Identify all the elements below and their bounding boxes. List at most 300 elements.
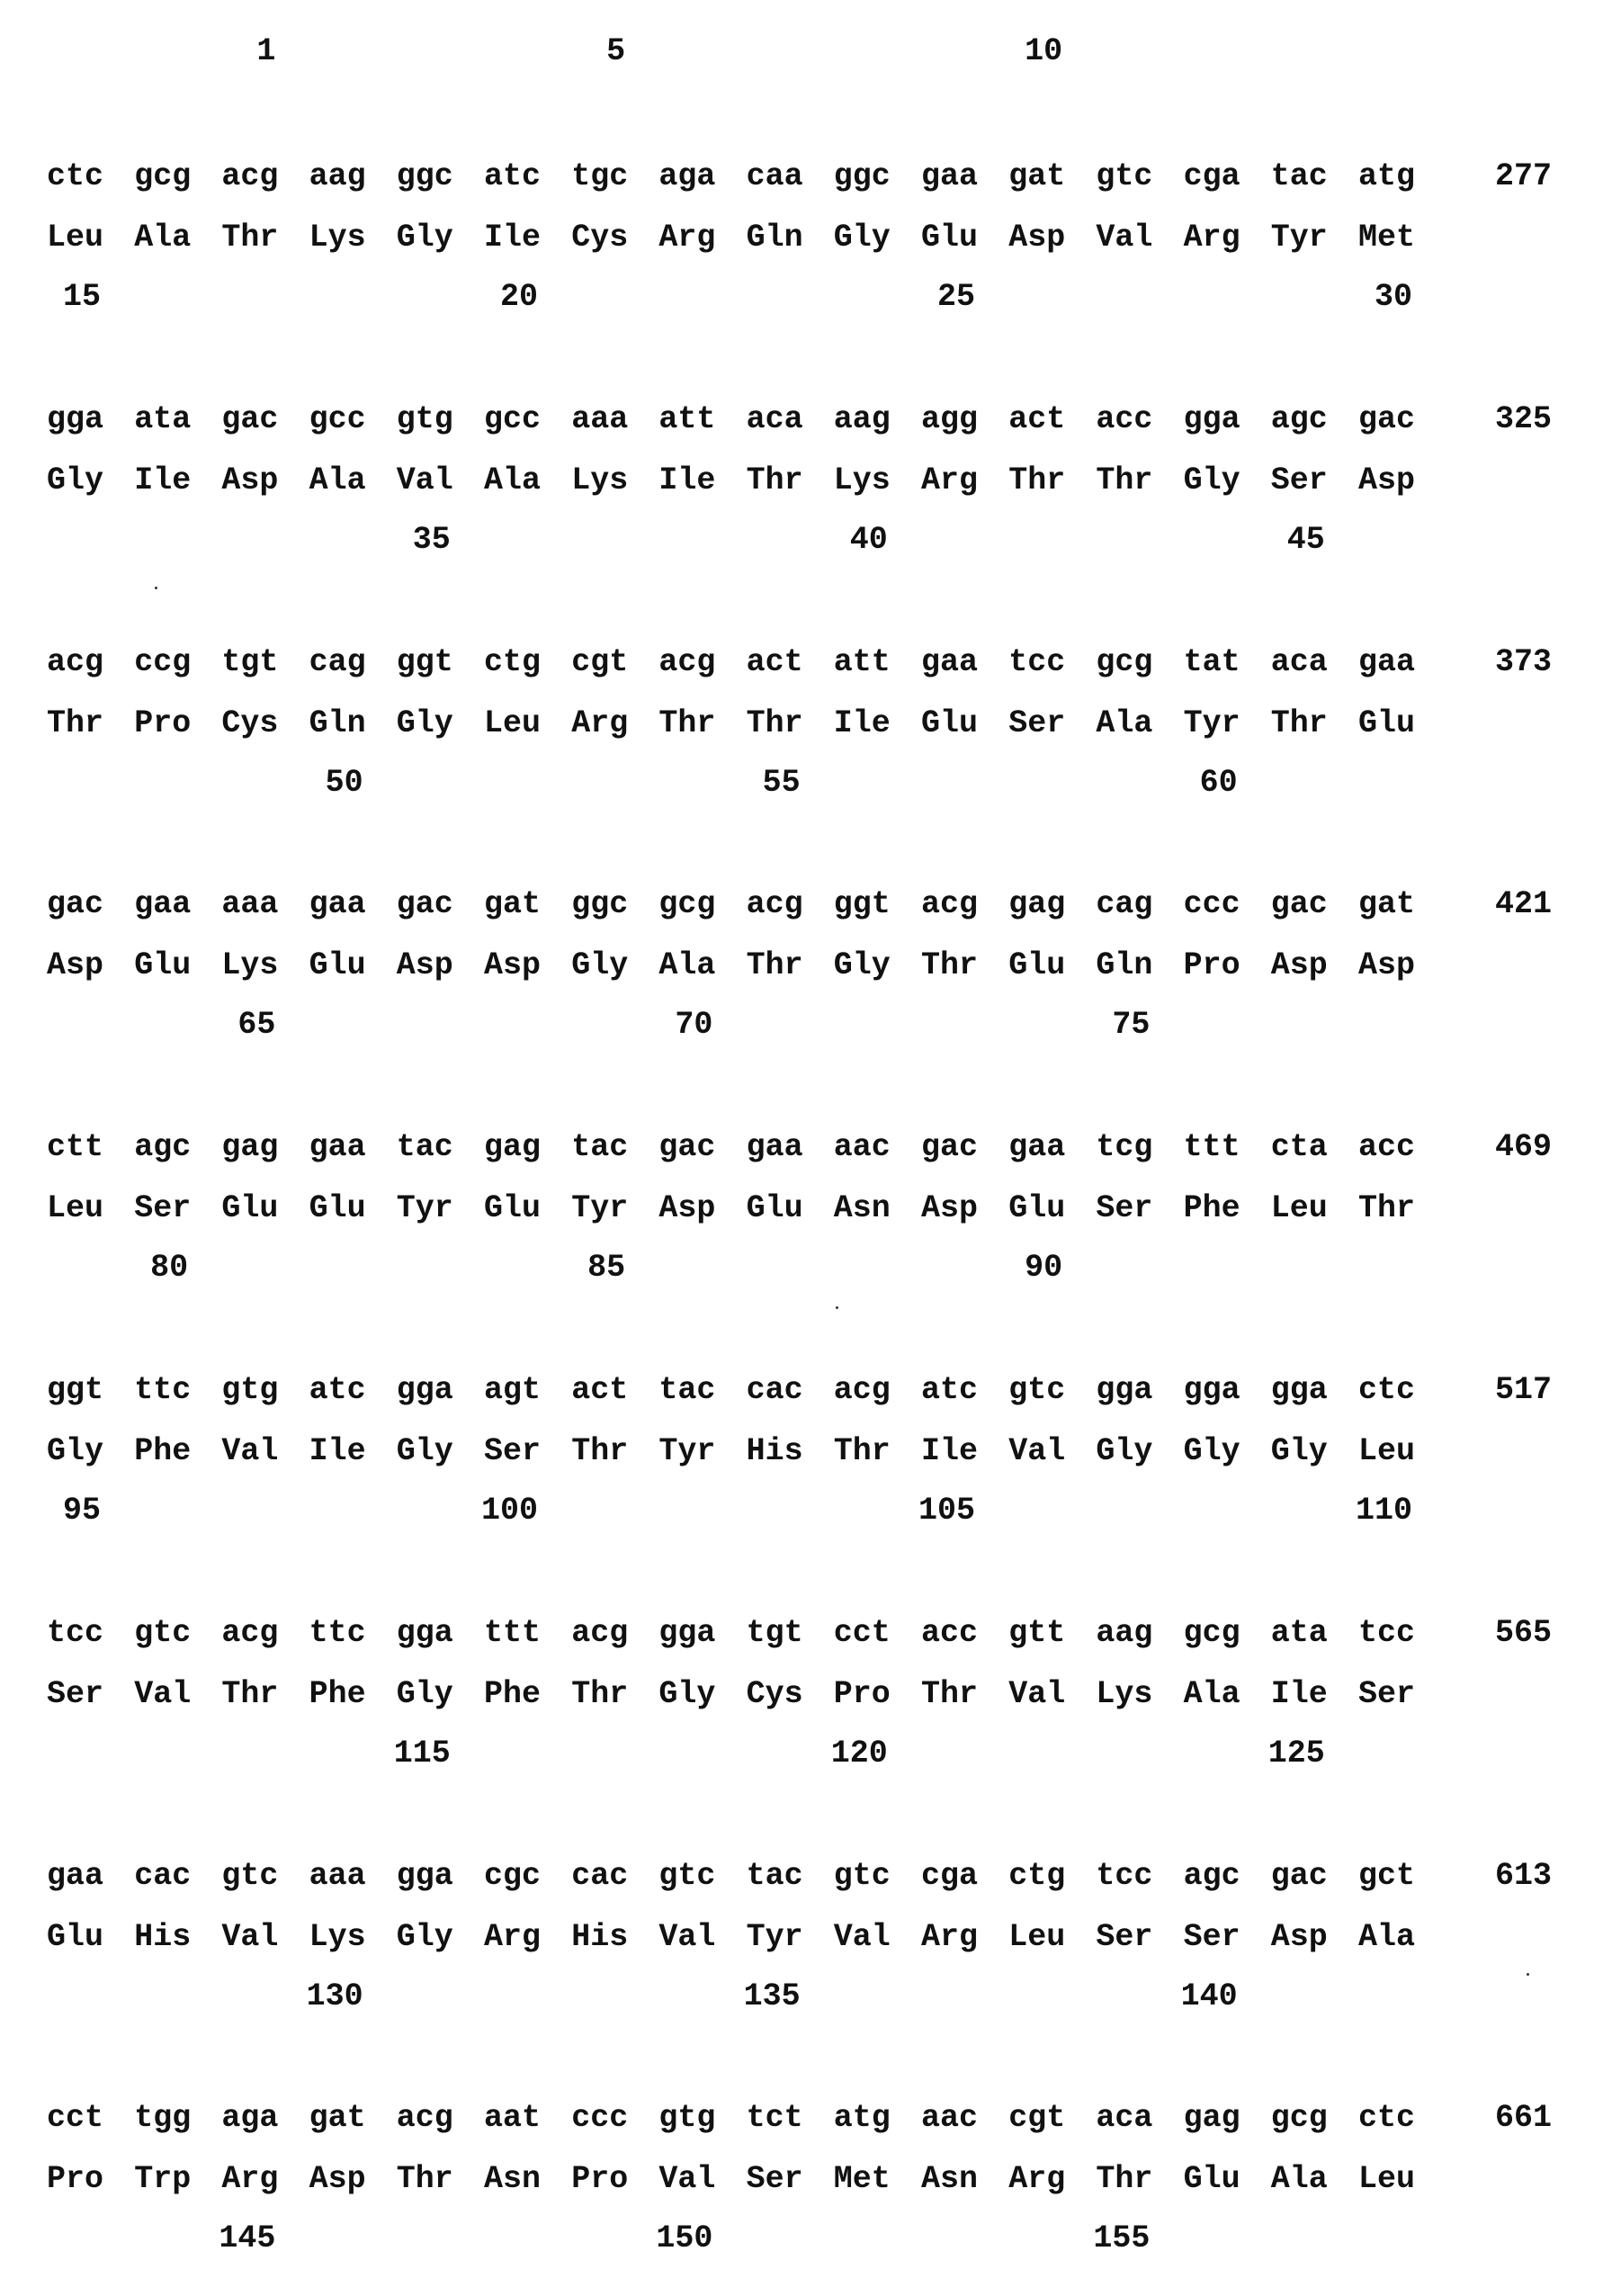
nucleotide-codon: gag <box>1008 886 1071 922</box>
nucleotide-codon: gga <box>1184 401 1247 437</box>
amino-acid-residue: Arg <box>921 1919 984 1955</box>
amino-acid-residue: Pro <box>47 2161 110 2197</box>
nucleotide-codon: gac <box>1358 401 1421 437</box>
nucleotide-codon: aag <box>1096 1615 1159 1651</box>
amino-acid-residue: Ala <box>1271 2161 1334 2197</box>
amino-acid-residue: Gly <box>47 462 110 498</box>
amino-acid-residue: Arg <box>221 2161 284 2197</box>
nucleotide-codon: gtg <box>221 1372 284 1408</box>
amino-acid-residue: Thr <box>1096 2161 1159 2197</box>
amino-acid-residue: Leu <box>47 220 110 256</box>
amino-acid-residue: Asp <box>221 462 284 498</box>
nucleotide-codon: gtc <box>658 1858 721 1894</box>
nucleotide-codon: cag <box>309 644 372 680</box>
nucleotide-position-number: 421 <box>1495 886 1552 922</box>
amino-acid-residue: Tyr <box>1184 705 1247 741</box>
residue-position-number: 45 <box>1217 522 1325 558</box>
nucleotide-codon: ctg <box>484 644 547 680</box>
nucleotide-codon: gtc <box>134 1615 197 1651</box>
nucleotide-codon: tcc <box>1358 1615 1421 1651</box>
amino-acid-residue: Arg <box>921 462 984 498</box>
nucleotide-codon: aaa <box>309 1858 372 1894</box>
nucleotide-codon: tcc <box>1096 1858 1159 1894</box>
residue-position-number: 150 <box>604 2220 712 2256</box>
amino-acid-residue: Gln <box>309 705 372 741</box>
nucleotide-codon: cgt <box>571 644 634 680</box>
amino-acid-residue: Ser <box>134 1190 197 1226</box>
nucleotide-codon: acc <box>921 1615 984 1651</box>
amino-acid-residue: Ala <box>1096 705 1159 741</box>
residue-position-number: 155 <box>1042 2220 1150 2256</box>
amino-acid-residue: Glu <box>1008 1190 1071 1226</box>
amino-acid-residue: Ala <box>134 220 197 256</box>
nucleotide-codon: gga <box>397 1858 460 1894</box>
amino-acid-residue: Ser <box>484 1433 547 1469</box>
amino-acid-residue: Thr <box>1096 462 1159 498</box>
nucleotide-codon: tac <box>397 1129 460 1165</box>
nucleotide-codon: gaa <box>134 886 197 922</box>
nucleotide-position-number: 613 <box>1495 1858 1552 1894</box>
nucleotide-codon: agt <box>484 1372 547 1408</box>
residue-position-number: 125 <box>1217 1735 1325 1771</box>
residue-position-number: 55 <box>693 765 801 801</box>
amino-acid-residue: Thr <box>1008 462 1071 498</box>
amino-acid-residue: Gly <box>834 220 897 256</box>
nucleotide-codon: gga <box>397 1615 460 1651</box>
amino-acid-residue: Asn <box>484 2161 547 2197</box>
nucleotide-codon: gat <box>1008 158 1071 194</box>
nucleotide-position-number: 469 <box>1495 1129 1552 1165</box>
residue-position-number: 70 <box>604 1007 712 1043</box>
amino-acid-residue: Phe <box>1184 1190 1247 1226</box>
residue-position-number: 60 <box>1130 765 1238 801</box>
scan-speck <box>155 587 157 589</box>
nucleotide-codon: ggc <box>397 158 460 194</box>
amino-acid-residue: Leu <box>47 1190 110 1226</box>
nucleotide-codon: aca <box>747 401 810 437</box>
nucleotide-codon: gga <box>47 401 110 437</box>
nucleotide-codon: tac <box>1271 158 1334 194</box>
nucleotide-codon: ccg <box>134 644 197 680</box>
amino-acid-residue: Gly <box>1184 1433 1247 1469</box>
amino-acid-residue: Thr <box>658 705 721 741</box>
amino-acid-residue: Gly <box>1184 462 1247 498</box>
amino-acid-residue: Leu <box>1358 1433 1421 1469</box>
nucleotide-codon: act <box>747 644 810 680</box>
nucleotide-codon: aga <box>658 158 721 194</box>
nucleotide-codon: agc <box>134 1129 197 1165</box>
amino-acid-residue: Cys <box>747 1676 810 1712</box>
nucleotide-codon: gtc <box>1008 1372 1071 1408</box>
nucleotide-position-number: 661 <box>1495 2100 1552 2136</box>
nucleotide-codon: gat <box>484 886 547 922</box>
nucleotide-codon: ggc <box>834 158 897 194</box>
nucleotide-codon: gac <box>221 401 284 437</box>
nucleotide-codon: ctc <box>47 158 110 194</box>
amino-acid-residue: Asn <box>921 2161 984 2197</box>
residue-position-number: 30 <box>1304 279 1412 315</box>
amino-acid-residue: Ala <box>309 462 372 498</box>
residue-position-number: 1 <box>167 33 275 69</box>
nucleotide-codon: acg <box>221 1615 284 1651</box>
nucleotide-codon: gcg <box>134 158 197 194</box>
nucleotide-codon: gac <box>1271 1858 1334 1894</box>
amino-acid-residue: Lys <box>309 220 372 256</box>
amino-acid-residue: Pro <box>834 1676 897 1712</box>
amino-acid-residue: Thr <box>834 1433 897 1469</box>
amino-acid-residue: Asp <box>484 947 547 983</box>
amino-acid-residue: Glu <box>47 1919 110 1955</box>
nucleotide-codon: agc <box>1271 401 1334 437</box>
amino-acid-residue: Gly <box>397 1919 460 1955</box>
amino-acid-residue: Ser <box>1358 1676 1421 1712</box>
amino-acid-residue: His <box>134 1919 197 1955</box>
amino-acid-residue: Leu <box>1008 1919 1071 1955</box>
amino-acid-residue: Glu <box>747 1190 810 1226</box>
amino-acid-residue: Ile <box>309 1433 372 1469</box>
amino-acid-residue: Asp <box>1358 462 1421 498</box>
nucleotide-codon: tgt <box>221 644 284 680</box>
nucleotide-codon: tac <box>747 1858 810 1894</box>
amino-acid-residue: Asp <box>921 1190 984 1226</box>
amino-acid-residue: Arg <box>484 1919 547 1955</box>
nucleotide-codon: aag <box>834 401 897 437</box>
nucleotide-codon: atg <box>834 2100 897 2136</box>
nucleotide-position-number: 373 <box>1495 644 1552 680</box>
amino-acid-residue: Val <box>834 1919 897 1955</box>
nucleotide-codon: agg <box>921 401 984 437</box>
amino-acid-residue: Ser <box>1008 705 1071 741</box>
nucleotide-codon: acg <box>571 1615 634 1651</box>
amino-acid-residue: Val <box>221 1919 284 1955</box>
nucleotide-codon: gga <box>658 1615 721 1651</box>
nucleotide-codon: ggt <box>47 1372 110 1408</box>
amino-acid-residue: Glu <box>484 1190 547 1226</box>
residue-position-number: 95 <box>0 1493 101 1529</box>
nucleotide-codon: atc <box>484 158 547 194</box>
nucleotide-codon: ccc <box>571 2100 634 2136</box>
nucleotide-position-number: 277 <box>1495 158 1552 194</box>
residue-position-number: 5 <box>517 33 625 69</box>
nucleotide-codon: tcc <box>1008 644 1071 680</box>
residue-position-number: 90 <box>954 1250 1062 1286</box>
amino-acid-residue: Gly <box>834 947 897 983</box>
amino-acid-residue: Gly <box>397 220 460 256</box>
amino-acid-residue: Thr <box>397 2161 460 2197</box>
amino-acid-residue: Trp <box>134 2161 197 2197</box>
residue-position-number: 135 <box>693 1978 801 2014</box>
nucleotide-codon: gtc <box>221 1858 284 1894</box>
residue-position-number: 40 <box>780 522 888 558</box>
amino-acid-residue: Ile <box>1271 1676 1334 1712</box>
amino-acid-residue: Asp <box>309 2161 372 2197</box>
nucleotide-codon: gat <box>1358 886 1421 922</box>
nucleotide-codon: gtc <box>834 1858 897 1894</box>
nucleotide-codon: tcc <box>47 1615 110 1651</box>
amino-acid-residue: Lys <box>309 1919 372 1955</box>
amino-acid-residue: Gly <box>397 705 460 741</box>
amino-acid-residue: Pro <box>571 2161 634 2197</box>
residue-position-number: 10 <box>954 33 1062 69</box>
residue-position-number: 20 <box>430 279 538 315</box>
nucleotide-codon: cgt <box>1008 2100 1071 2136</box>
amino-acid-residue: Gly <box>397 1676 460 1712</box>
amino-acid-residue: Pro <box>1184 947 1247 983</box>
nucleotide-codon: tac <box>658 1372 721 1408</box>
nucleotide-codon: ttc <box>134 1372 197 1408</box>
amino-acid-residue: Arg <box>1184 220 1247 256</box>
nucleotide-codon: aag <box>309 158 372 194</box>
amino-acid-residue: Gly <box>658 1676 721 1712</box>
amino-acid-residue: Thr <box>1358 1190 1421 1226</box>
residue-position-number: 105 <box>867 1493 975 1529</box>
nucleotide-codon: ttt <box>1184 1129 1247 1165</box>
nucleotide-codon: cag <box>1096 886 1159 922</box>
nucleotide-position-number: 565 <box>1495 1615 1552 1651</box>
nucleotide-codon: gtt <box>1008 1615 1071 1651</box>
amino-acid-residue: Asp <box>47 947 110 983</box>
amino-acid-residue: Asp <box>1271 1919 1334 1955</box>
amino-acid-residue: Glu <box>1184 2161 1247 2197</box>
nucleotide-codon: gat <box>309 2100 372 2136</box>
amino-acid-residue: Ala <box>658 947 721 983</box>
nucleotide-codon: aca <box>1271 644 1334 680</box>
nucleotide-codon: acg <box>221 158 284 194</box>
amino-acid-residue: Val <box>1008 1433 1071 1469</box>
amino-acid-residue: Thr <box>921 947 984 983</box>
nucleotide-codon: gtg <box>658 2100 721 2136</box>
nucleotide-codon: tcg <box>1096 1129 1159 1165</box>
amino-acid-residue: Ile <box>834 705 897 741</box>
nucleotide-codon: gcg <box>1271 2100 1334 2136</box>
amino-acid-residue: Val <box>658 1919 721 1955</box>
nucleotide-codon: tgc <box>571 158 634 194</box>
nucleotide-codon: gga <box>1096 1372 1159 1408</box>
amino-acid-residue: Lys <box>571 462 634 498</box>
nucleotide-codon: ata <box>134 401 197 437</box>
nucleotide-codon: cct <box>47 2100 110 2136</box>
nucleotide-codon: ctg <box>1008 1858 1071 1894</box>
nucleotide-codon: gtc <box>1096 158 1159 194</box>
nucleotide-codon: caa <box>747 158 810 194</box>
nucleotide-codon: gac <box>921 1129 984 1165</box>
nucleotide-codon: gag <box>1184 2100 1247 2136</box>
nucleotide-codon: gag <box>484 1129 547 1165</box>
nucleotide-codon: aac <box>834 1129 897 1165</box>
amino-acid-residue: Thr <box>571 1676 634 1712</box>
amino-acid-residue: Glu <box>309 947 372 983</box>
amino-acid-residue: Thr <box>747 947 810 983</box>
amino-acid-residue: Val <box>221 1433 284 1469</box>
nucleotide-codon: tgt <box>747 1615 810 1651</box>
nucleotide-codon: gaa <box>921 644 984 680</box>
amino-acid-residue: Leu <box>484 705 547 741</box>
amino-acid-residue: Asp <box>1008 220 1071 256</box>
nucleotide-codon: ggt <box>834 886 897 922</box>
nucleotide-position-number: 325 <box>1495 401 1552 437</box>
amino-acid-residue: Arg <box>658 220 721 256</box>
nucleotide-codon: gga <box>1184 1372 1247 1408</box>
residue-position-number: 130 <box>255 1978 363 2014</box>
amino-acid-residue: Asp <box>1271 947 1334 983</box>
residue-position-number: 100 <box>430 1493 538 1529</box>
nucleotide-codon: ctc <box>1358 1372 1421 1408</box>
amino-acid-residue: Glu <box>921 705 984 741</box>
nucleotide-codon: gaa <box>309 1129 372 1165</box>
amino-acid-residue: Ile <box>484 220 547 256</box>
residue-position-number: 75 <box>1042 1007 1150 1043</box>
amino-acid-residue: Val <box>1096 220 1159 256</box>
amino-acid-residue: Ser <box>747 2161 810 2197</box>
amino-acid-residue: Ser <box>1184 1919 1247 1955</box>
amino-acid-residue: Thr <box>747 462 810 498</box>
residue-position-number: 80 <box>80 1250 188 1286</box>
nucleotide-codon: ggc <box>571 886 634 922</box>
nucleotide-codon: gaa <box>309 886 372 922</box>
nucleotide-codon: aaa <box>221 886 284 922</box>
amino-acid-residue: Val <box>134 1676 197 1712</box>
amino-acid-residue: His <box>571 1919 634 1955</box>
nucleotide-codon: att <box>658 401 721 437</box>
amino-acid-residue: Glu <box>221 1190 284 1226</box>
nucleotide-codon: cct <box>834 1615 897 1651</box>
nucleotide-codon: ggt <box>397 644 460 680</box>
amino-acid-residue: Met <box>1358 220 1421 256</box>
amino-acid-residue: Ala <box>1184 1676 1247 1712</box>
amino-acid-residue: Asp <box>397 947 460 983</box>
nucleotide-codon: gcg <box>658 886 721 922</box>
nucleotide-codon: ctc <box>1358 2100 1421 2136</box>
nucleotide-codon: acg <box>834 1372 897 1408</box>
amino-acid-residue: Val <box>658 2161 721 2197</box>
nucleotide-codon: cac <box>747 1372 810 1408</box>
amino-acid-residue: Tyr <box>1271 220 1334 256</box>
amino-acid-residue: Pro <box>134 705 197 741</box>
nucleotide-codon: gtg <box>397 401 460 437</box>
nucleotide-codon: cac <box>571 1858 634 1894</box>
nucleotide-codon: ccc <box>1184 886 1247 922</box>
amino-acid-residue: Ile <box>134 462 197 498</box>
amino-acid-residue: Gly <box>571 947 634 983</box>
nucleotide-codon: acg <box>658 644 721 680</box>
nucleotide-codon: gaa <box>47 1858 110 1894</box>
amino-acid-residue: Gln <box>1096 947 1159 983</box>
amino-acid-residue: Ser <box>1271 462 1334 498</box>
residue-position-number: 120 <box>780 1735 888 1771</box>
nucleotide-codon: gag <box>221 1129 284 1165</box>
nucleotide-codon: gac <box>397 886 460 922</box>
nucleotide-codon: atg <box>1358 158 1421 194</box>
nucleotide-codon: ttc <box>309 1615 372 1651</box>
amino-acid-residue: Thr <box>571 1433 634 1469</box>
nucleotide-codon: gcg <box>1184 1615 1247 1651</box>
nucleotide-codon: gaa <box>921 158 984 194</box>
amino-acid-residue: Thr <box>1271 705 1334 741</box>
nucleotide-codon: cgc <box>484 1858 547 1894</box>
nucleotide-codon: cta <box>1271 1129 1334 1165</box>
nucleotide-codon: cga <box>921 1858 984 1894</box>
amino-acid-residue: Phe <box>484 1676 547 1712</box>
residue-position-number: 35 <box>343 522 451 558</box>
residue-position-number: 25 <box>867 279 975 315</box>
amino-acid-residue: Glu <box>134 947 197 983</box>
nucleotide-codon: tct <box>747 2100 810 2136</box>
amino-acid-residue: Ile <box>921 1433 984 1469</box>
nucleotide-codon: gaa <box>747 1129 810 1165</box>
nucleotide-codon: act <box>571 1372 634 1408</box>
nucleotide-codon: acg <box>747 886 810 922</box>
nucleotide-codon: att <box>834 644 897 680</box>
nucleotide-codon: gac <box>658 1129 721 1165</box>
nucleotide-codon: ttt <box>484 1615 547 1651</box>
amino-acid-residue: Phe <box>134 1433 197 1469</box>
nucleotide-codon: cga <box>1184 158 1247 194</box>
nucleotide-codon: gaa <box>1008 1129 1071 1165</box>
amino-acid-residue: Met <box>834 2161 897 2197</box>
nucleotide-codon: gct <box>1358 1858 1421 1894</box>
amino-acid-residue: Asp <box>1358 947 1421 983</box>
amino-acid-residue: Asn <box>834 1190 897 1226</box>
nucleotide-codon: ata <box>1271 1615 1334 1651</box>
amino-acid-residue: Glu <box>921 220 984 256</box>
amino-acid-residue: Arg <box>571 705 634 741</box>
amino-acid-residue: Gly <box>47 1433 110 1469</box>
amino-acid-residue: Thr <box>221 220 284 256</box>
scan-speck <box>836 1306 838 1309</box>
amino-acid-residue: Lys <box>834 462 897 498</box>
amino-acid-residue: Ala <box>484 462 547 498</box>
amino-acid-residue: Gly <box>397 1433 460 1469</box>
amino-acid-residue: Ala <box>1358 1919 1421 1955</box>
nucleotide-codon: tac <box>571 1129 634 1165</box>
nucleotide-codon: aac <box>921 2100 984 2136</box>
amino-acid-residue: Gln <box>747 220 810 256</box>
amino-acid-residue: Arg <box>1008 2161 1071 2197</box>
nucleotide-codon: aat <box>484 2100 547 2136</box>
nucleotide-codon: atc <box>921 1372 984 1408</box>
nucleotide-codon: aca <box>1096 2100 1159 2136</box>
amino-acid-residue: Lys <box>221 947 284 983</box>
amino-acid-residue: Tyr <box>571 1190 634 1226</box>
residue-position-number: 85 <box>517 1250 625 1286</box>
nucleotide-codon: gga <box>397 1372 460 1408</box>
amino-acid-residue: Ser <box>1096 1190 1159 1226</box>
nucleotide-codon: acg <box>397 2100 460 2136</box>
amino-acid-residue: Ile <box>658 462 721 498</box>
amino-acid-residue: Ser <box>1096 1919 1159 1955</box>
nucleotide-codon: acc <box>1358 1129 1421 1165</box>
amino-acid-residue: Gly <box>1271 1433 1334 1469</box>
residue-position-number: 145 <box>167 2220 275 2256</box>
amino-acid-residue: His <box>747 1433 810 1469</box>
amino-acid-residue: Glu <box>1008 947 1071 983</box>
nucleotide-codon: gaa <box>1358 644 1421 680</box>
amino-acid-residue: Leu <box>1271 1190 1334 1226</box>
sequence-listing-page <box>0 0 1612 2296</box>
amino-acid-residue: Glu <box>1358 705 1421 741</box>
nucleotide-codon: acg <box>47 644 110 680</box>
amino-acid-residue: Glu <box>309 1190 372 1226</box>
nucleotide-codon: gac <box>1271 886 1334 922</box>
amino-acid-residue: Thr <box>221 1676 284 1712</box>
nucleotide-codon: aga <box>221 2100 284 2136</box>
residue-position-number: 115 <box>343 1735 451 1771</box>
amino-acid-residue: Tyr <box>397 1190 460 1226</box>
nucleotide-codon: agc <box>1184 1858 1247 1894</box>
amino-acid-residue: Val <box>397 462 460 498</box>
nucleotide-codon: cac <box>134 1858 197 1894</box>
amino-acid-residue: Thr <box>747 705 810 741</box>
